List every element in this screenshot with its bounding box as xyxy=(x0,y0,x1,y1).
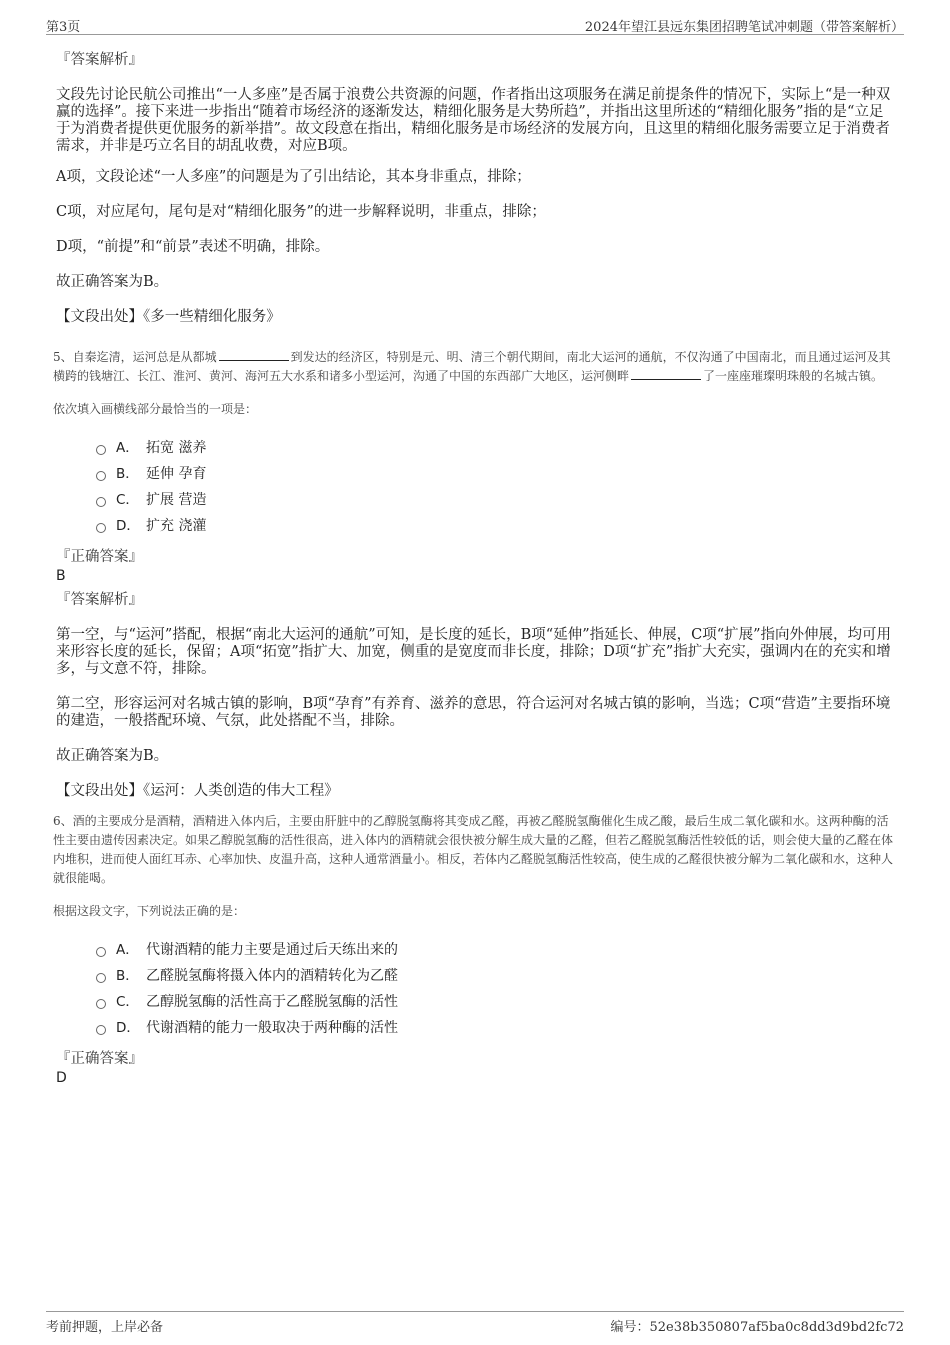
q5-answer: B xyxy=(56,568,66,584)
radio-icon[interactable] xyxy=(96,523,106,533)
page-number: 第3页 xyxy=(46,20,81,35)
page-footer xyxy=(46,1311,904,1336)
q6-option-c[interactable]: C． 乙醇脱氢酶的活性高于乙醛脱氢酶的活性 xyxy=(96,989,896,1015)
radio-icon[interactable] xyxy=(96,947,106,957)
radio-icon[interactable] xyxy=(96,471,106,481)
q6-option-b[interactable]: B． 乙醛脱氢酶将摄入体内的酒精转化为乙醛 xyxy=(96,963,896,989)
radio-icon[interactable] xyxy=(96,1025,106,1035)
q6-option-a[interactable]: A． 代谢酒精的能力主要是通过后天练出来的 xyxy=(96,937,896,963)
radio-icon[interactable] xyxy=(96,497,106,507)
q4-analysis-c: C项，对应尾句，尾句是对“精细化服务”的进一步解释说明，非重点，排除； xyxy=(56,204,546,220)
q5-options xyxy=(96,435,896,539)
radio-icon[interactable] xyxy=(96,973,106,983)
footer-slogan: 考前押题，上岸必备 xyxy=(46,1320,164,1335)
q5-answer-label: 『正确答案』 xyxy=(56,549,143,565)
page-header xyxy=(46,14,904,35)
q4-analysis-d: D项，“前提”和“前景”表述不明确，排除。 xyxy=(56,239,330,255)
q6-option-d[interactable]: D． 代谢酒精的能力一般取决于两种酶的活性 xyxy=(96,1015,896,1041)
q5-source: 【文段出处】《运河：人类创造的伟大工程》 xyxy=(56,783,339,799)
radio-icon[interactable] xyxy=(96,445,106,455)
document-title: 2024年望江县远东集团招聘笔试冲刺题（带答案解析） xyxy=(584,20,904,35)
q5-analysis-para2: 第二空，形容运河对名城古镇的影响，B项“孕育”有养育、滋养的意思，符合运河对名城古镇的影响，当选；C项“营造”主要指环境的建造，一般搭配环境、气氛，此处搭配不当，排除。 xyxy=(56,696,891,729)
q5-option-a[interactable]: A． 拓宽 滋养 xyxy=(96,435,896,461)
q5-option-d[interactable]: D． 扩充 浇灌 xyxy=(96,513,896,539)
q5-stem: 5、自秦迄清，运河总是从都城 到发达的经济区，特别是元、明、清三个朝代期间，南北大运河的通航，不仅沟通了中国南北，而且通过运河及其横跨的钱塘江、长江、淮河、黄河、海河五大水系和诸多小型运河，沟通了中国的东西部广大地区，运河侧畔 了一座座璀璨明珠般的名城古镇。 xyxy=(53,350,891,383)
q6-answer: D xyxy=(56,1070,67,1086)
blank-2 xyxy=(631,367,701,380)
q6-options xyxy=(96,937,896,1041)
q6-prompt: 根据这段文字，下列说法正确的是： xyxy=(53,904,246,918)
q4-conclusion: 故正确答案为B。 xyxy=(56,274,169,290)
q5-conclusion: 故正确答案为B。 xyxy=(56,748,169,764)
radio-icon[interactable] xyxy=(96,999,106,1009)
q5-analysis-para1: 第一空，与“运河”搭配，根据“南北大运河的通航”可知，是长度的延长，B项“延伸”指延长、伸展，C项“扩展”指向外伸展，均可用来形容长度的延长，保留；A项“拓宽”指扩大、加宽，侧重的是宽度而非长度，排除；D项“扩充”指扩大充实，强调内在的充实和增多，与文意不符，排除。 xyxy=(56,627,892,677)
q6-stem: 6、酒的主要成分是酒精，酒精进入体内后，主要由肝脏中的乙醇脱氢酶将其变成乙醛，再被乙醛脱氢酶催化生成乙酸，最后生成二氧化碳和水。这两种酶的活性主要由遗传因素决定。如果乙醇脱氢酶的活性很高，进入体内的酒精就会很快被分解生成大量的乙醛，但若乙醛脱氢酶活性较低的话，则会使大量的乙醛在体内堆积，进而使人面红耳赤、心率加快、皮温升高，这种人通常酒量小。相反，若体内乙醛脱氢酶活性较高，使生成的乙醛很快被分解为二氧化碳和水，这种人就很能喝。 xyxy=(53,814,894,885)
q4-analysis-a: A项，文段论述“一人多座”的问题是为了引出结论，其本身非重点，排除； xyxy=(56,169,531,185)
q5-option-b[interactable]: B． 延伸 孕育 xyxy=(96,461,896,487)
q5-analysis-label: 『答案解析』 xyxy=(56,592,143,608)
q4-source: 【文段出处】《多一些精细化服务》 xyxy=(56,309,281,325)
q4-analysis-para: 文段先讨论民航公司推出“一人多座”是否属于浪费公共资源的问题，作者指出这项服务在满足前提条件的情况下，实际上“是一种双赢的选择”。接下来进一步指出“随着市场经济的逐渐发达，精细化服务是大势所趋”，并指出这里所述的“精细化服务”指的是“立足于为消费者提供更优服务的新举措”。故文段意在指出，精细化服务是市场经济的发展方向，且这里的精细化服务需要立足于消费者需求，并非是巧立名目的胡乱收费，对应B项。 xyxy=(56,87,891,154)
q5-prompt: 依次填入画横线部分最恰当的一项是： xyxy=(53,402,258,416)
blank-1 xyxy=(219,348,289,361)
document-code: 编号：52e38b350807af5ba0c8dd3d9bd2fc72 xyxy=(610,1320,904,1335)
q5-option-c[interactable]: C． 扩展 营造 xyxy=(96,487,896,513)
page-content xyxy=(53,44,896,1086)
q6-answer-label: 『正确答案』 xyxy=(56,1051,143,1067)
q4-analysis-label: 『答案解析』 xyxy=(56,52,143,68)
